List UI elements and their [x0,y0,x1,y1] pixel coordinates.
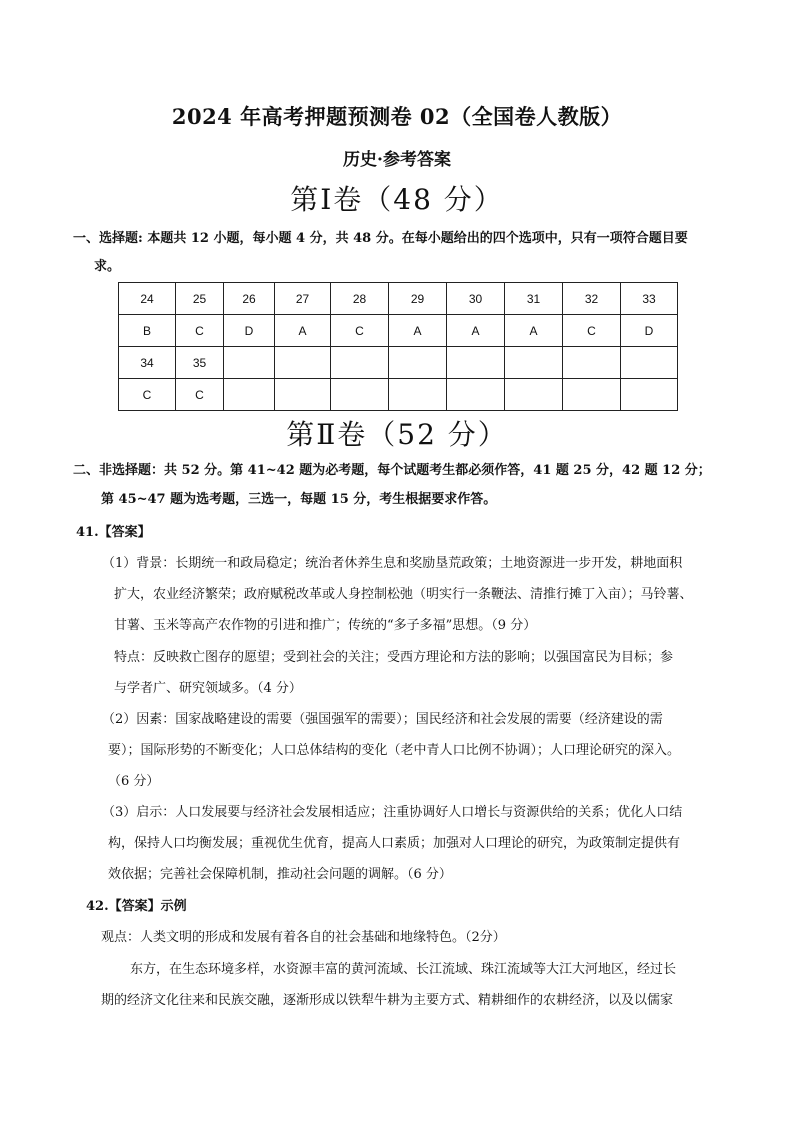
q42-label: 42.【答案】示例 [86,899,187,914]
part1-instructions-line1: 一、选择题: 本题共 12 小题，每小题 4 分，共 48 分。在每小题给出的四个选项中，只有一项符合题目要 [73,231,688,246]
table-cell: A [389,315,447,347]
table-cell [621,347,678,379]
table-cell: 30 [447,283,505,315]
table-cell: C [176,315,224,347]
table-cell: D [621,315,678,347]
q41-line: （2）因素：国家战略建设的需要（强国强军的需要）；国民经济和社会发展的需要（经济建设的需 [102,712,663,727]
table-cell [224,379,275,411]
table-cell: A [505,315,563,347]
q41-line: 特点：反映救亡图存的愿望；受到社会的关注；受西方理论和方法的影响；以强国富民为目标；参 [114,650,674,665]
table-cell: 28 [331,283,389,315]
q41-line: 甘薯、玉米等高产农作物的引进和推广；传统的“多子多福”思想。（9 分） [114,618,537,633]
q41-line: 扩大，农业经济繁荣；政府赋税改革或人身控制松弛（明实行一条鞭法、清推行摊丁入亩）；马铃薯、 [114,587,693,602]
table-cell [447,347,505,379]
table-cell [505,347,563,379]
table-cell: A [447,315,505,347]
table-cell: C [331,315,389,347]
table-cell [331,379,389,411]
table-cell [563,347,621,379]
q41-line: （6 分） [108,774,160,789]
q41-line: 构，保持人口均衡发展；重视优生优育，提高人口素质；加强对人口理论的研究，为政策制定提供有 [108,836,681,851]
table-cell: 24 [119,283,176,315]
table-row-numbers-1 [119,283,678,315]
table-cell [224,347,275,379]
table-cell: 33 [621,283,678,315]
table-cell [331,347,389,379]
q42-line: 观点：人类文明的形成和发展有着各自的社会基础和地缘特色。（2分） [101,930,506,945]
table-cell: 31 [505,283,563,315]
table-cell: 25 [176,283,224,315]
answer-table [118,282,678,411]
table-cell [563,379,621,411]
document-title: 2024 年高考押题预测卷 02（全国卷人教版） [171,104,623,129]
part2-instructions-line2: 第 45~47 题为选考题，三选一，每题 15 分，考生根据要求作答。 [101,492,497,507]
part2-heading: 第Ⅱ卷（52 分） [286,418,508,451]
table-cell: D [224,315,275,347]
q41-line: （3）启示：人口发展要与经济社会发展相适应；注重协调好人口增长与资源供给的关系；优化人口结 [102,805,683,820]
table-row-numbers-2 [119,347,678,379]
table-cell [621,379,678,411]
table-row-answers-1 [119,315,678,347]
q41-line: 效依据；完善社会保障机制，推动社会问题的调解。（6 分） [108,867,452,882]
table-cell: C [176,379,224,411]
document-subtitle: 历史·参考答案 [343,150,451,170]
table-cell [505,379,563,411]
table-cell: 27 [275,283,331,315]
table-cell: B [119,315,176,347]
table-cell [389,347,447,379]
table-row-answers-2 [119,379,678,411]
table-cell: 29 [389,283,447,315]
table-cell: 26 [224,283,275,315]
q42-line: 期的经济文化往来和民族交融，逐渐形成以铁犁牛耕为主要方式、精耕细作的农耕经济，以及以儒家 [101,993,674,1008]
q42-line: 东方，在生态环境多样，水资源丰富的黄河流域、长江流域、珠江流域等大江大河地区，经过长 [130,962,677,977]
q41-line: 与学者广、研究领域多。（4 分） [114,681,302,696]
table-cell [447,379,505,411]
table-cell [275,347,331,379]
part1-heading: 第Ⅰ卷（48 分） [290,183,504,216]
q41-line: 要）；国际形势的不断变化；人口总体结构的变化（老中青人口比例不协调）；人口理论研究的深入。 [108,743,681,758]
table-cell: C [563,315,621,347]
table-cell: 34 [119,347,176,379]
table-cell: 35 [176,347,224,379]
table-cell [275,379,331,411]
table-cell: 32 [563,283,621,315]
q41-line: （1）背景：长期统一和政局稳定；统治者休养生息和奖励垦荒政策；土地资源进一步开发，耕地面积 [102,556,683,571]
q41-label: 41.【答案】 [76,525,151,540]
part1-instructions-line2: 求。 [94,259,121,274]
table-cell: C [119,379,176,411]
table-cell: A [275,315,331,347]
table-cell [389,379,447,411]
part2-instructions-line1: 二、非选择题：共 52 分。第 41~42 题为必考题，每个试题考生都必须作答，41 题 25 分，42 题 12 分； [73,463,711,478]
